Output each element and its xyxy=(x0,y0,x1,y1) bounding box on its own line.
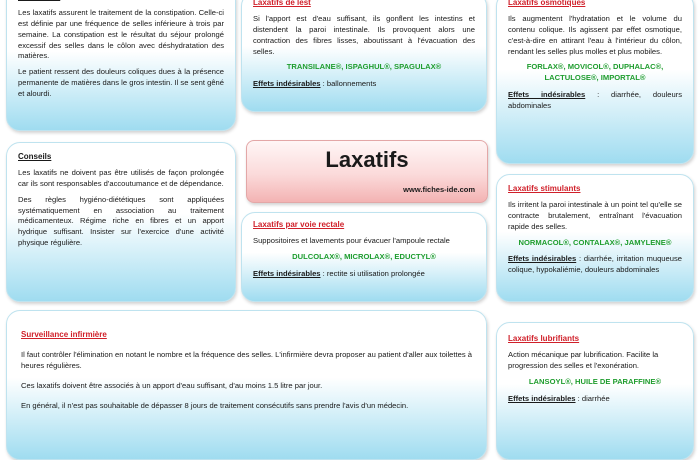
osmotiques-paragraph: Ils augmentent l'hydratation et le volume du contenu colique. Ils agissent par effet osmotique, c'est-à-dire en attirant l'eau à l'intérieur du côlon, rendant les selles plus molles et plus mobiles. xyxy=(508,14,682,56)
conseils-paragraph-2: Des règles hygiéno-diététiques sont appliquées systématiquement en association au traitement médicamenteux. Régime riche en fibres et un apport hydrique suffisant. Insister sur l'exercice d'une activité physique régulière. xyxy=(18,194,224,248)
osmotiques-title: Laxatifs osmotiques xyxy=(508,0,586,7)
indications-paragraph-2: Le patient ressent des douleurs coliques dues à la présence permanente de matières dans le gros intestin. Il se sent gêné et alourdi. xyxy=(18,67,224,98)
card-indications xyxy=(6,0,236,131)
card-conseils xyxy=(6,142,236,302)
lest-effects-label: Effets indésirables xyxy=(253,79,321,89)
card-stimulants xyxy=(496,174,694,302)
conseils-paragraph-1: Les laxatifs ne doivent pas être utilisés de façon prolongée car ils sont responsables d'accoutumance et de dépendance. xyxy=(18,168,224,189)
card-rectale xyxy=(241,212,487,302)
rectale-paragraph: Suppositoires et lavements pour évacuer l'ampoule rectale xyxy=(253,236,450,246)
rectale-effects xyxy=(253,269,475,280)
stimulants-effects xyxy=(508,254,682,276)
rectale-drugs: DULCOLAX®, MICROLAX®, EDUCTYL® xyxy=(292,252,436,262)
surveillance-paragraph-1: Il faut contrôler l'élimination en notant le nombre et la fréquence des selles. L'infirmière devra proposer au patient d'aller aux toilettes à heures régulières. xyxy=(21,350,472,371)
stimulants-effects-text: : diarrhée, irritation muqueuse colique, hypokaliémie, douleurs abdominales xyxy=(508,254,682,275)
page-title: Laxatifs xyxy=(325,147,409,172)
lest-title: Laxatifs de lest xyxy=(253,0,311,7)
osmotiques-drugs-line-2: LACTULOSE®, IMPORTAL® xyxy=(544,73,646,83)
osmotiques-effects xyxy=(508,90,682,112)
lest-effects xyxy=(253,79,475,90)
stimulants-title: Laxatifs stimulants xyxy=(508,184,581,193)
card-lubrifiants xyxy=(496,322,694,460)
card-lest xyxy=(241,0,487,112)
surveillance-paragraph-2: Ces laxatifs doivent être associés à un apport d'eau suffisant, d'au moins 1.5 litre par jour. xyxy=(21,380,323,390)
lubrifiants-effects xyxy=(508,394,682,405)
lest-drugs: TRANSILANE®, ISPAGHUL®, SPAGULAX® xyxy=(286,62,442,72)
conseils-title: Conseils xyxy=(18,152,52,161)
lest-effects-text: : ballonnements xyxy=(320,79,377,89)
lubrifiants-effects-text: : diarrhée xyxy=(575,393,610,403)
osmotiques-drugs-line-1: FORLAX®, MOVICOL®, DUPHALAC®, xyxy=(526,62,664,72)
surveillance-paragraph-3: En général, il n'est pas souhaitable de dépasser 8 jours de traitement consécutifs sans prendre l'avis d'un médecin. xyxy=(21,400,409,410)
lubrifiants-title: Laxatifs lubrifiants xyxy=(508,334,580,343)
card-osmotiques xyxy=(496,0,694,164)
stimulants-drugs: NORMACOL®, CONTALAX®, JAMYLENE® xyxy=(518,237,672,247)
site-url: www.fiches-ide.com xyxy=(403,185,475,194)
indications-paragraph-1: Les laxatifs assurent le traitement de la constipation. Celle-ci est définie par une fréquence de selles inférieure à trois par semaine. La constipation est le résultat du séjour prolongé excessif des selles dans le côlon avec déshydratation des matières. xyxy=(18,8,224,61)
rectale-effects-text: : rectite si utilisation prolongée xyxy=(320,268,425,278)
stimulants-paragraph: Ils irritent la paroi intestinale à un point tel qu'elle se contracte brutalement, entraînant l'évacuation rapide des selles. xyxy=(508,200,682,231)
lubrifiants-drugs: LANSOYL®, HUILE DE PARAFFINE® xyxy=(528,376,662,386)
indications-title xyxy=(18,0,224,2)
card-surveillance xyxy=(6,310,487,460)
rectale-effects-label: Effets indésirables xyxy=(253,268,321,278)
osmotiques-effects-text: : diarrhée, douleurs abdominales xyxy=(508,90,682,110)
lubrifiants-paragraph: Action mécanique par lubrification. Facilite la progression des selles et l'exonération. xyxy=(508,350,659,371)
stimulants-effects-label: Effets indésirables xyxy=(508,254,577,264)
lest-paragraph: Si l'apport est d'eau suffisant, ils gonflent les intestins et distendent la paroi intestinale. Ils provoquent alors une contraction des fibres lisses, aboutissant à l'évacuation des selles. xyxy=(253,14,475,56)
lubrifiants-effects-label: Effets indésirables xyxy=(508,393,576,403)
title-box xyxy=(246,140,488,203)
surveillance-title: Surveillance infirmière xyxy=(21,330,107,339)
rectale-title: Laxatifs par voie rectale xyxy=(253,220,345,229)
osmotiques-effects-label: Effets indésirables xyxy=(508,90,586,100)
